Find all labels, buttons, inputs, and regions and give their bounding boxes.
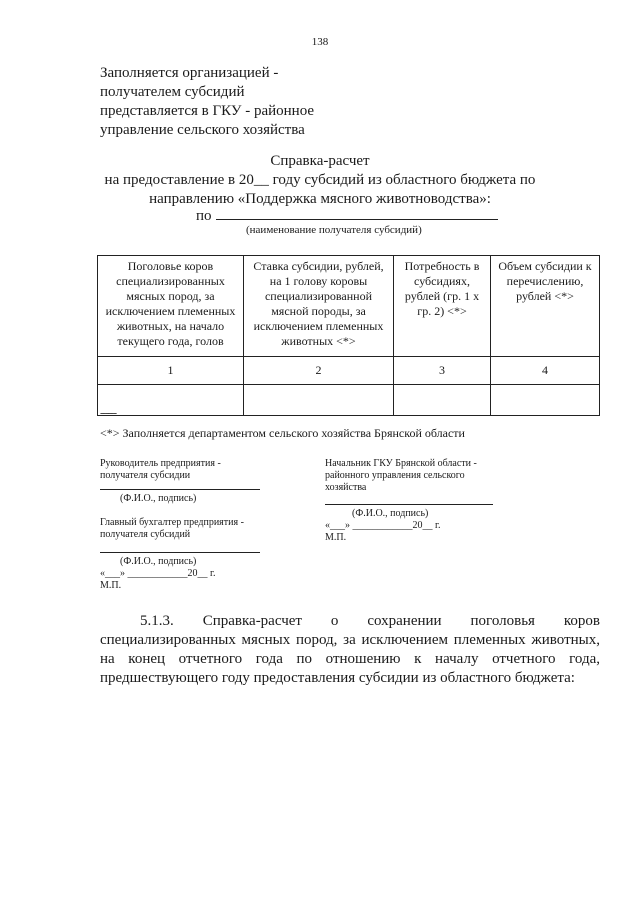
title-line: направлению «Поддержка мясного животноводства»: (149, 191, 491, 207)
title-line: на предоставление в 20__ году субсидий из областного бюджета по (104, 172, 536, 188)
gku-signature-line (325, 504, 493, 505)
header-note-line: получателем субсидий (100, 84, 245, 100)
table-row (98, 385, 600, 416)
table-header-cell: Потребность в субсидиях, рублей (гр. 1 х гр. 2) <*> (394, 256, 491, 357)
table-number-cell: 4 (491, 357, 600, 385)
paragraph-line: специализированных мясных пород, за исключением племенных животных, (100, 632, 600, 648)
sig-label-line: районного управления сельского (325, 470, 465, 481)
recipient-line (196, 206, 498, 225)
recipient-prefix: по (196, 208, 212, 224)
sig-label-line: Начальник ГКУ Брянской области - (325, 458, 477, 469)
gku-stamp-mark: М.П. (325, 532, 347, 543)
header-note (100, 64, 314, 140)
header-note-line: Заполняется организацией - (100, 65, 279, 81)
table-number-cell: 3 (394, 357, 491, 385)
accountant-signature-label (100, 517, 244, 541)
accountant-stamp-mark: М.П. (100, 580, 122, 591)
table-number-cell: 1 (98, 357, 244, 385)
section-paragraph (100, 612, 600, 688)
table-cell (394, 385, 491, 416)
table-number-cell: 2 (244, 357, 394, 385)
gku-date-line: «___» ____________20__ г. (325, 520, 441, 531)
page-number: 138 (311, 36, 329, 48)
table-header-cell: Поголовье коров специализированных мясных пород, за исключением племенных животных, на начало текущего года, голов (98, 256, 244, 357)
document-title (100, 152, 540, 209)
table-header-cell: Ставка субсидии, рублей, на 1 голову коровы специализированной мясной породы, за исключением племенных животных <*> (244, 256, 394, 357)
table-cell (244, 385, 394, 416)
header-note-line: представляется в ГКУ - районное (100, 103, 315, 119)
paragraph-line: на конец отчетного года по отношению к началу отчетного года, (100, 651, 600, 667)
head-fio-caption: (Ф.И.О., подпись) (120, 493, 197, 504)
table-header-row (98, 256, 600, 357)
table-header-cell: Объем субсидии к перечислению, рублей <*> (491, 256, 600, 357)
accountant-signature-line (100, 552, 260, 553)
footnote-separator: ------ (100, 407, 116, 419)
table-cell (491, 385, 600, 416)
sig-label-line: получателя субсидий (100, 529, 191, 540)
sig-label-line: Главный бухгалтер предприятия - (100, 517, 244, 528)
table-cell (98, 385, 244, 416)
footnote: <*> Заполняется департаментом сельского хозяйства Брянской области (100, 426, 465, 440)
table-row (98, 357, 600, 385)
head-signature-label (100, 458, 221, 482)
sig-label-line: хозяйства (325, 482, 367, 493)
paragraph-line (100, 612, 600, 631)
recipient-blank (216, 206, 498, 220)
head-signature-line (100, 489, 260, 490)
paragraph-line: предшествующего году предоставления субсидии из областного бюджета: (100, 670, 575, 686)
accountant-date-line: «___» ____________20__ г. (100, 568, 216, 579)
sig-label-line: получателя субсидии (100, 470, 191, 481)
gku-fio-caption: (Ф.И.О., подпись) (352, 508, 429, 519)
title-line: Справка-расчет (270, 153, 370, 169)
header-note-line: управление сельского хозяйства (100, 122, 305, 138)
accountant-fio-caption: (Ф.И.О., подпись) (120, 556, 197, 567)
recipient-caption: (наименование получателя субсидий) (246, 224, 422, 236)
sig-label-line: Руководитель предприятия - (100, 458, 221, 469)
subsidy-table (97, 255, 600, 416)
paragraph-line-text: 5.1.3. Справка-расчет о сохранении поголовья коров (140, 613, 600, 629)
gku-signature-label (325, 458, 477, 494)
